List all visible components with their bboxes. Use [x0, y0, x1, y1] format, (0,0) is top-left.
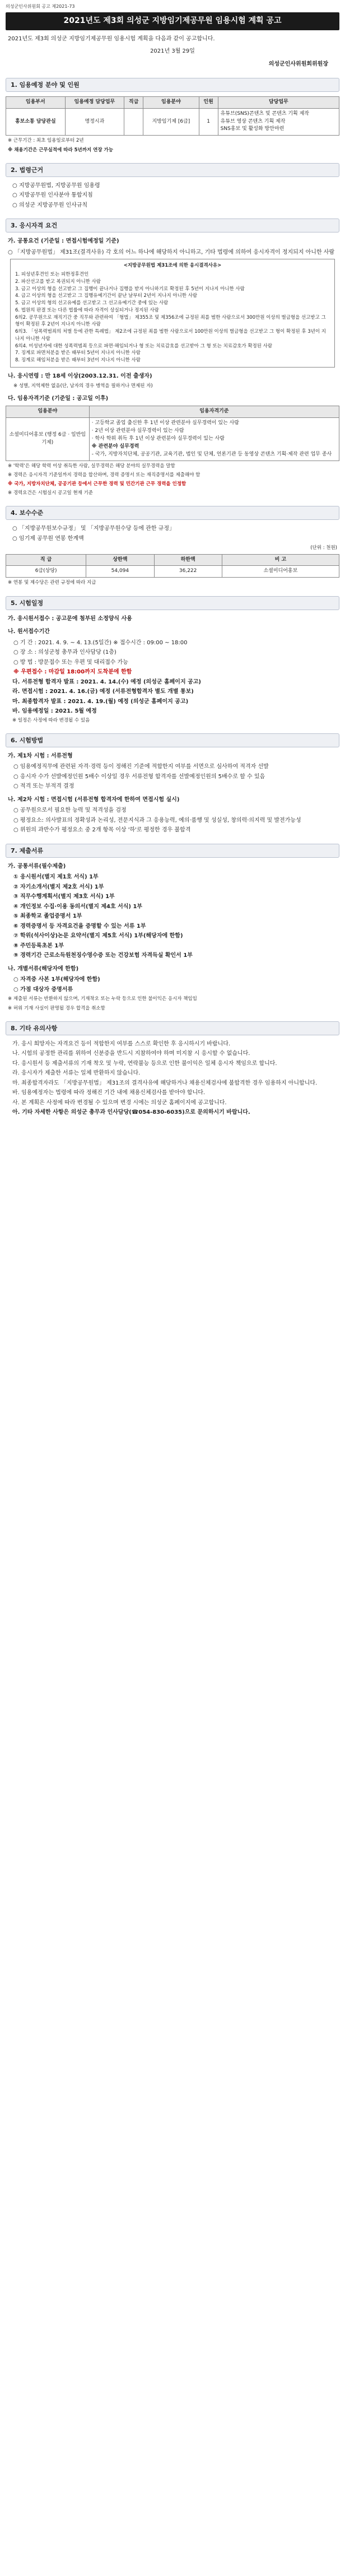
th-field: 임용분야 [143, 96, 199, 108]
duty-item: 유튜브(SNS)콘텐츠 및 콘텐츠 기획 제작 [220, 110, 309, 117]
subsection-title: 가. 공통요건 (기준일 : 면접시험예정일 기준) [8, 238, 119, 245]
th-grade: 직 급 [6, 554, 86, 566]
list-item: ○ 「지방공무원법」 제31조(결격사유) 각 호의 어느 하나에 해당하지 아니하고, 기타 법령에 의하여 응시자격이 정지되지 아니한 사람 [8, 249, 335, 255]
th-remark: 비 고 [222, 554, 339, 566]
subsection-title: 나. 제2차 시험 : 면접시험 (서류전형 합격자에 한하여 면접시험 실시) [8, 796, 180, 803]
list-item: 다. 응시원서 등 제출서류의 기재 착오 및 누락, 연락불능 등으로 인한 불이익은 일체 응시자 책임으로 합니다. [12, 1060, 277, 1067]
list-item: 다. 서류전형 합격자 발표 : 2021. 4. 14.(수) 예정 (의성군 홈페이지 공고) [12, 678, 201, 685]
box-line: 4. 금고 이상의 형을 선고받고 그 집행유예기간이 끝난 날부터 2년이 지나지 아니한 사람 [15, 293, 198, 299]
criteria-item: · 2년 이상 관련분야 실무경력이 있는 사람 [91, 427, 184, 434]
list-item: 마. 최종합격자 발표 : 2021. 4. 19.(월) 예정 (의성군 홈페이지 공고) [12, 698, 189, 705]
subsection-title: 나. 원서접수기간 [8, 629, 50, 635]
document-title: 2021년도 제3회 의성군 지방임기제공무원 임용시험 계획 공고 [6, 12, 339, 30]
box-line: 8. 징계로 해임처분을 받은 때부터 3년이 지나지 아니한 사람 [15, 357, 141, 364]
list-item: ③ 직무수행계획서(별지 제3호 서식) 1부 [13, 894, 115, 900]
box-line: 6. 법원의 판결 또는 다른 법률에 따라 자격이 상실되거나 정지된 사람 [15, 307, 159, 313]
list-item: ⑤ 최종학교 졸업증명서 1부 [13, 913, 82, 920]
list-item: 가. 응시 희망자는 자격요건 등이 적합한지 여부를 스스로 확인한 후 응시하시기 바랍니다. [12, 1040, 231, 1047]
list-item: ○ 위원의 과반수가 평정요소 중 2개 항목 이상 '하'로 평정한 경우 불합격 [13, 827, 191, 834]
note: ※ 채용기간은 근무실적에 따라 5년까지 연장 가능 [8, 147, 113, 153]
list-item: ○ 평정요소: 의사발표의 정확성과 논리성, 전문지식과 그 응용능력, 예의·품행 및 성실성, 창의력·의지력 및 발전가능성 [13, 817, 301, 824]
list-item: 아. 기타 자세한 사항은 의성군 총무과 인사담당(☎054-830-6035)으로 문의하시기 바랍니다. [12, 1109, 250, 1116]
list-item: ○ 가점 대상자 증명서류 [13, 986, 73, 993]
note: ※ 경력요건은 시험실시 공고일 현재 기준 [8, 490, 94, 496]
unit-label: (단위 : 천원) [310, 545, 337, 551]
list-item: ※ 우편접수 : 마감일 18:00까지 도착분에 한함 [13, 669, 132, 676]
criteria-item: ※ 관련분야 실무경력 [91, 443, 139, 449]
list-item: ○ 적격 또는 부적격 결정 [13, 783, 74, 790]
list-item: 마. 최종합격자라도 「지방공무원법」 제31조의 결격사유에 해당하거나 채용신체검사에 불합격한 경우 임용하지 아니합니다. [12, 1080, 318, 1086]
th-lower: 하한액 [154, 554, 222, 566]
list-item: ○ 기 간 : 2021. 4. 9. ~ 4. 13.(5일간) ※ 접수시간 : 09:00 ~ 18:00 [13, 639, 188, 646]
list-item: ○ 임기제 공무원 연봉 한계액 [12, 535, 84, 542]
th-count: 인원 [199, 96, 218, 108]
list-item: 나. 시험의 공정한 관리를 위하여 신분증을 반드시 지참하여야 하며 미지참 시 응시할 수 없습니다. [12, 1050, 250, 1057]
th-criteria: 임용자격기준 [89, 406, 339, 417]
cell-grade [124, 108, 143, 136]
cell-count: 1 [199, 108, 218, 136]
list-item: ○ 응시자 수가 선발예정인원 5배수 이상일 경우 서류전형 합격자를 선발예정인원의 5배수로 할 수 있음 [13, 773, 265, 780]
list-item: ○ 지방공무원법, 지방공무원 임용령 [12, 182, 100, 189]
box-line: 7. 징계로 파면처분을 받은 때부터 5년이 지나지 아니한 사람 [15, 350, 141, 356]
list-item: 바. 임용예정일 : 2021. 5월 예정 [12, 708, 97, 715]
note: ※ 성별, 지역제한 없음(단, 남자의 경우 병역을 필하거나 면제된 자) [13, 383, 153, 389]
list-item: 바. 임용예정자는 법령에 따라 정해진 기간 내에 채용신체검사를 받아야 합니다. [12, 1090, 206, 1096]
list-item: 사. 본 계획은 사정에 따라 변경될 수 있으며 변경 시에는 의성군 홈페이지에 공고합니다. [12, 1099, 227, 1106]
cell-remark: 소셜미디어홍보 [222, 566, 339, 578]
section-2-title: 2. 법령근거 [6, 163, 339, 177]
list-item: ○ 방 법 : 방문접수 또는 우편 및 대리접수 가능 [13, 659, 128, 666]
subsection-title: 가. 공통서류(필수제출) [8, 863, 66, 869]
announcement-date: 2021년 3월 29일 [150, 48, 195, 54]
list-item: ② 자기소개서(별지 제2호 서식) 1부 [13, 884, 104, 890]
section-6-title: 6. 시험방법 [6, 733, 339, 747]
cell-upper: 54,094 [86, 566, 154, 578]
note: ※ 경력은 응시자격 기준일까지 경력을 합산하며, 경력 증명서 또는 재직증명서를 제출해야 함 [8, 472, 201, 478]
section-8-title: 8. 기타 유의사항 [6, 1021, 339, 1035]
cell-lower: 36,222 [154, 566, 222, 578]
list-item: 라. 응시자가 제출한 서류는 일체 반환하지 않습니다. [12, 1070, 141, 1077]
box-line: 6의4. 미성년자에 대한 성폭력범죄 등으로 파면·해임되거나 형 또는 치료감호를 선고받아 그 형 또는 치료감호가 확정된 사람 [15, 343, 273, 349]
qualification-table [6, 406, 339, 461]
list-item: ○ 공무원으로서 필요한 능력 및 적격성을 검정 [13, 807, 127, 814]
list-item: ○ 지방공무원 인사분야 통합지침 [12, 192, 93, 199]
cell-duties [218, 108, 339, 136]
list-item: ※ 일정은 사정에 따라 변경될 수 있음 [12, 717, 90, 723]
cell-team: 명정시과 [65, 108, 124, 136]
box-line: 2. 파산선고를 받고 복권되지 아니한 사람 [15, 278, 101, 285]
table-row [6, 108, 339, 136]
note: ※ 연봉 및 제수당은 관련 규정에 따라 지급 [8, 580, 96, 586]
cell-criteria [89, 417, 339, 461]
list-item: ① 응시원서(별지 제1호 서식) 1부 [13, 874, 99, 881]
th-duties: 담당업무 [218, 96, 339, 108]
box-line: 6의3. 「성폭력범죄의 처벌 등에 관한 특례법」 제2조에 규정된 죄를 범한 사람으로서 100만원 이상의 벌금형을 선고받고 그 형이 확정된 후 3년이 지나지 아니한 사람 [15, 329, 326, 342]
list-item: ⑦ 학위(석사이상)논문 요약서(별지 제5호 서식) 1부(해당자에 한함) [13, 933, 183, 940]
list-item: 라. 면접시험 : 2021. 4. 16.(금) 예정 (서류전형합격자 별도 개별 통보) [12, 689, 194, 695]
intro-text: 2021년도 제3회 의성군 지방임기제공무원 임용시험 계획을 다음과 같이 공고합니다. [8, 36, 215, 43]
subsection-title: 나. 응시연령 : 만 18세 이상(2003.12.31. 이전 출생자) [8, 373, 152, 379]
note: ※ '학력'은 해당 학력 이상 취득한 사람, 실무경력은 해당 분야의 실무경력을 말함 [8, 463, 175, 469]
note: ※ 근무기간 : 최초 임용일로부터 2년 [8, 138, 84, 144]
announcement-number: 의성군인사위원회 공고 제2021-73 [6, 4, 75, 9]
th-team: 임용예정 담당업무 [65, 96, 124, 108]
subsection-title: 나. 개별서류(해당자에 한함) [8, 965, 79, 972]
criteria-item: · 고등학교 졸업 출신한 후 1년 이상 관련분야 실무경력이 있는 사람 [91, 420, 239, 426]
box-line: 5. 금고 이상의 형의 선고유예를 선고받고 그 선고유예기간 중에 있는 사람 [15, 300, 169, 306]
salary-table [6, 554, 339, 578]
note: ※ 허위 기재 사실이 판명될 경우 합격을 취소함 [8, 1005, 105, 1011]
list-item: ④ 개인정보 수집·이용 동의서(별지 제4호 서식) 1부 [13, 903, 143, 910]
positions-table [6, 96, 339, 136]
list-item: ○ 「지방공무원보수규정」 및 「지방공무원수당 등에 관한 규정」 [12, 526, 175, 532]
cell-grade: 6급(상당) [6, 566, 86, 578]
th-field: 임용분야 [6, 406, 90, 417]
criteria-item: - 국가, 지방자치단체, 공공기관, 교육기관, 법인 및 단체, 언론기관 등 동영상 콘텐츠 기획·제작 관련 업무 종사 [91, 451, 332, 457]
box-line: 6의2. 공무원으로 재직기간 중 직무와 관련하여 「형법」 제355조 및 제356조에 규정된 죄를 범한 사람으로서 300만원 이상의 벌금형을 선고받고 그 형이 확정된 후 2년이 지나지 아니한 사람 [15, 314, 326, 328]
cell-field: 소셜미디어홍보 (행정 6급 · 일반임기제) [6, 417, 90, 461]
section-4-title: 4. 보수수준 [6, 506, 339, 520]
list-item: ○ 장 소 : 의성군청 총무과 인사담당 (1층) [13, 649, 116, 656]
box-line: 3. 금고 이상의 형을 선고받고 그 집행이 끝나거나 집행을 받지 아니하기로 확정된 후 5년이 지나지 아니한 사람 [15, 286, 245, 292]
document-page [0, 0, 345, 1124]
cell-dept: 홍보소통 담당관실 [6, 108, 66, 136]
section-7-title: 7. 제출서류 [6, 844, 339, 858]
list-item: ⑥ 경력증명서 등 자격요건을 증명할 수 있는 서류 1부 [13, 923, 146, 929]
duty-item: 유튜브 영상 콘텐츠 기획 제작 [220, 118, 286, 124]
list-item: ○ 의성군 지방공무원 인사규칙 [12, 202, 88, 208]
box-title: <지방공무원법 제31조에 의한 응시결격사유> [123, 263, 222, 269]
th-upper: 상한액 [86, 554, 154, 566]
note: ※ 국가, 지방자치단체, 공공기관 등에서 근무한 경력 및 민간기관 근무 경력을 인정함 [8, 481, 187, 487]
section-3-title: 3. 응시자격 요건 [6, 218, 339, 233]
list-item: ○ 임용예정직무에 관련된 자격·경력 등이 정해진 기준에 적합한지 여부를 서면으로 심사하여 적격자 선발 [13, 764, 269, 770]
list-item: ○ 자격증 사본 1부(해당자에 한함) [13, 977, 100, 983]
section-5-title: 5. 시험일정 [6, 596, 339, 610]
section-1-title: 1. 임용예정 분야 및 인원 [6, 78, 339, 92]
note: ※ 제출된 서류는 반환하지 않으며, 기재착오 또는 누락 등으로 인한 불이익은 응시자 책임임 [8, 996, 197, 1002]
subsection-title: 다. 임용자격기준 (기준일 : 공고일 이후) [8, 396, 109, 402]
criteria-item: · 학사 학위 취득 후 1년 이상 관련분야 실무경력이 있는 사람 [91, 435, 225, 441]
th-grade: 직급 [124, 96, 143, 108]
table-row [6, 417, 339, 461]
cell-field: 지방임기제 [6급] [143, 108, 199, 136]
disqualification-box [10, 259, 335, 368]
list-item: ⑨ 경력기간 근로소득원천징수영수증 또는 건강보험 자격득실 확인서 1부 [13, 952, 193, 959]
th-dept: 임용부서 [6, 96, 66, 108]
box-line: 1. 피성년후견인 또는 피한정후견인 [15, 272, 89, 278]
list-item: ⑧ 주민등록초본 1부 [13, 942, 64, 949]
subsection-title: 가. 응시원서접수 : 공고문에 첨부된 소정양식 사용 [8, 615, 132, 622]
issuing-organization: 의성군인사위원회위원장 [268, 61, 328, 68]
table-row [6, 566, 339, 578]
duty-item: SNS홍보 및 활성화 방안마련 [220, 126, 285, 132]
subsection-title: 가. 제1차 시험 : 서류전형 [8, 752, 73, 759]
